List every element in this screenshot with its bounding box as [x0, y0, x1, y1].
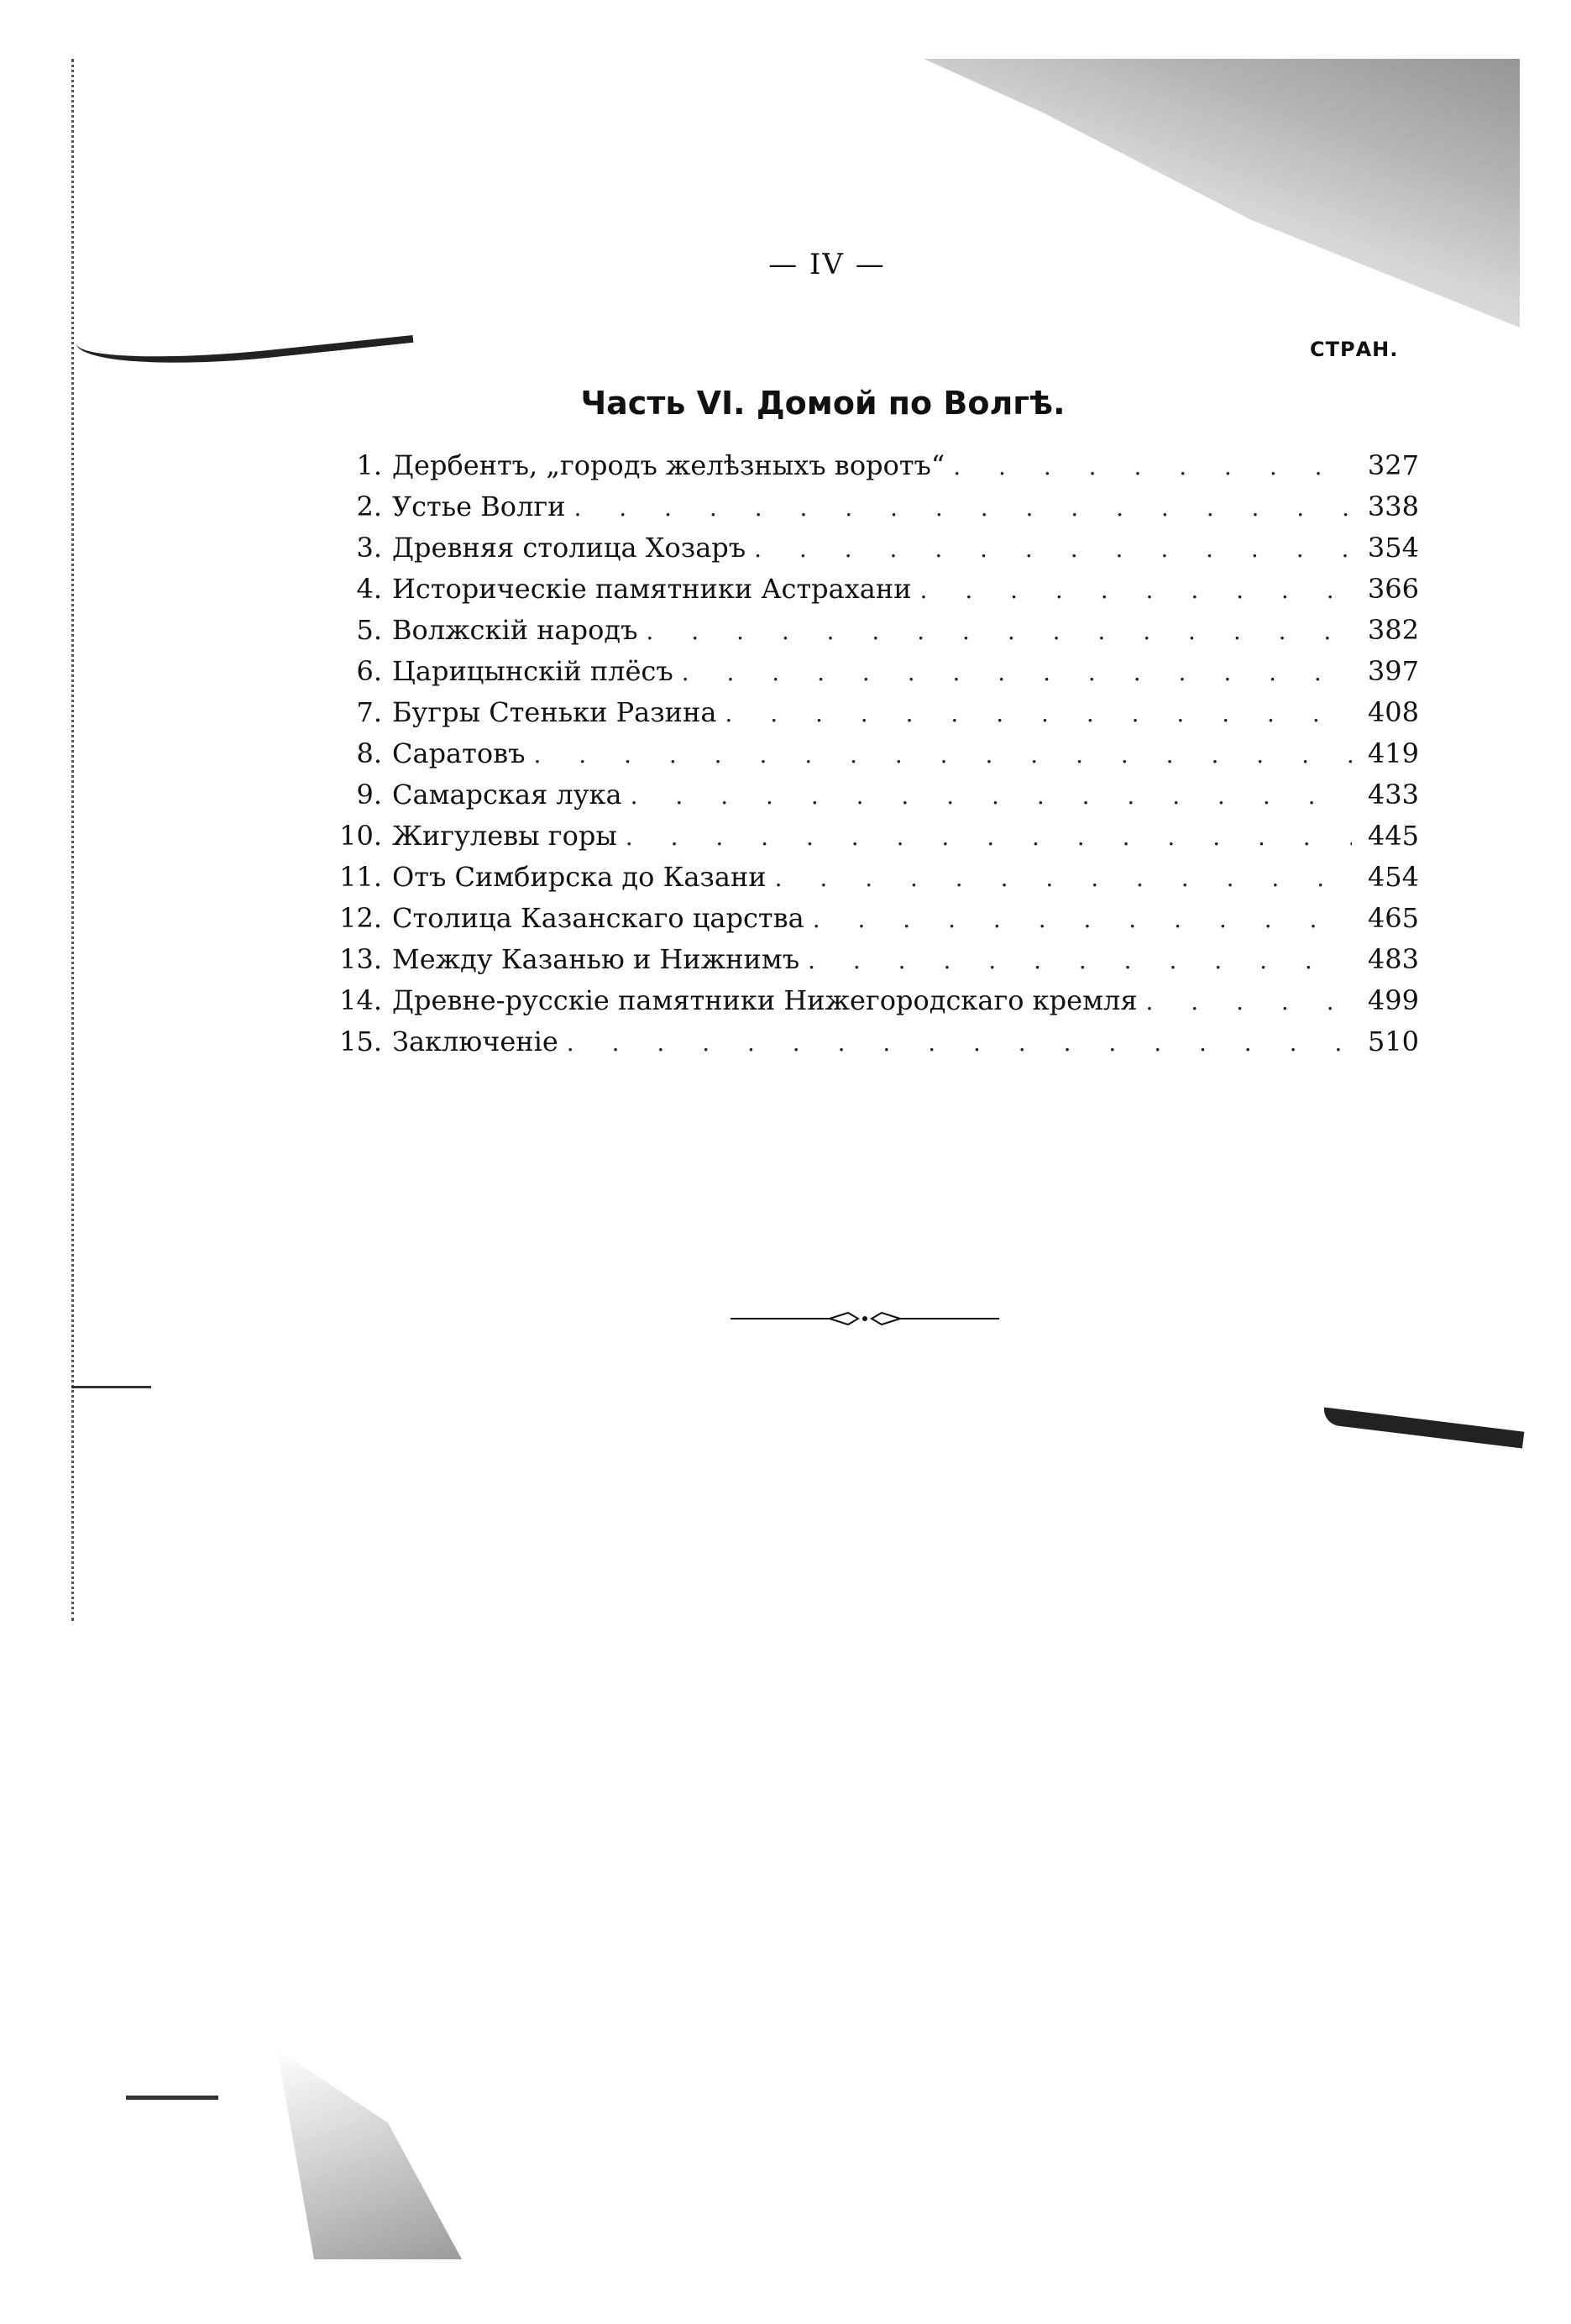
toc-entry-page: 366 — [1367, 573, 1419, 605]
scan-shading-top — [924, 59, 1520, 328]
toc-entry-title: Отъ Симбирска до Казани — [392, 861, 767, 893]
toc-leader-dots — [533, 741, 1352, 769]
toc-entry-title: Волжскій народъ — [392, 614, 638, 646]
toc-entry-number: 6. — [356, 655, 382, 687]
toc-entry — [319, 820, 1419, 861]
toc-entry-title: Столица Казанскаго царства — [392, 902, 804, 934]
ornament-divider — [731, 1306, 999, 1331]
page-number: — IV — — [768, 248, 886, 281]
toc-entry-title: Историческіе памятники Астрахани — [392, 573, 912, 605]
toc-leader-dots — [808, 947, 1352, 974]
toc-entry — [319, 491, 1419, 532]
toc-entry-page: 327 — [1367, 449, 1419, 481]
toc-entry-number: 10. — [339, 820, 382, 852]
toc-entry-title: Древняя столица Хозаръ — [392, 532, 746, 564]
toc-leader-dots — [1146, 988, 1353, 1015]
toc-entry-page: 338 — [1367, 491, 1419, 522]
toc-entry — [319, 737, 1419, 779]
toc-entry-page: 465 — [1367, 902, 1419, 934]
toc-entry — [319, 696, 1419, 737]
toc-entry-page: 419 — [1367, 737, 1419, 769]
toc-entry-page: 454 — [1367, 861, 1419, 893]
toc-entry-title: Дербентъ, „городъ желѣзныхъ воротъ“ — [392, 449, 945, 481]
toc-entry-number: 5. — [356, 614, 382, 646]
toc-entry-page: 483 — [1367, 943, 1419, 975]
toc-entry-number: 3. — [356, 532, 382, 564]
toc-entry — [319, 943, 1419, 984]
section-title: Часть VI. Домой по Волгѣ. — [580, 385, 1066, 422]
toc-entry-page: 408 — [1367, 696, 1419, 728]
toc-entry-number: 11. — [339, 861, 382, 893]
toc-entry-title: Самарская лука — [392, 779, 622, 811]
toc-leader-dots — [631, 782, 1352, 810]
toc-leader-dots — [775, 864, 1352, 892]
toc-entry — [319, 779, 1419, 820]
toc-entry-number: 2. — [356, 491, 382, 522]
toc-entry — [319, 655, 1419, 696]
toc-entry-page: 445 — [1367, 820, 1419, 852]
page-column-label: СТРАН. — [1310, 338, 1399, 361]
toc-entry-number: 8. — [356, 737, 382, 769]
ink-smear-right — [1322, 1407, 1525, 1448]
toc-entry-title: Древне-русскіе памятники Нижегородскаго кремля — [392, 984, 1138, 1016]
ink-smear-left — [73, 285, 413, 377]
scan-shading-bottom — [277, 2049, 462, 2259]
toc-entry-number: 13. — [339, 943, 382, 975]
toc-entry — [319, 614, 1419, 655]
toc-leader-dots — [626, 823, 1352, 851]
toc-leader-dots — [953, 453, 1352, 480]
toc-entry-number: 1. — [356, 449, 382, 481]
toc-entry-title: Устье Волги — [392, 491, 566, 522]
toc-leader-dots — [725, 700, 1352, 727]
toc-entry — [319, 1026, 1419, 1067]
toc-entry-number: 12. — [339, 902, 382, 934]
toc-entry-number: 7. — [356, 696, 382, 728]
toc-entry-page: 510 — [1367, 1026, 1419, 1057]
toc-entry-title: Царицынскій плёсъ — [392, 655, 673, 687]
toc-leader-dots — [646, 617, 1352, 645]
table-of-contents — [319, 449, 1419, 1067]
toc-entry-title: Между Казанью и Нижнимъ — [392, 943, 800, 975]
ink-mark-left — [71, 1386, 151, 1388]
toc-entry-page: 433 — [1367, 779, 1419, 811]
toc-entry — [319, 861, 1419, 902]
toc-entry-page: 499 — [1367, 984, 1419, 1016]
toc-entry-title: Жигулевы горы — [392, 820, 617, 852]
toc-entry-page: 397 — [1367, 655, 1419, 687]
toc-entry — [319, 449, 1419, 491]
toc-entry-title: Бугры Стеньки Разина — [392, 696, 717, 728]
toc-entry-title: Саратовъ — [392, 737, 526, 769]
toc-leader-dots — [682, 658, 1352, 686]
toc-leader-dots — [920, 576, 1352, 604]
toc-entry-number: 4. — [356, 573, 382, 605]
toc-entry — [319, 573, 1419, 614]
toc-entry-number: 15. — [339, 1026, 382, 1057]
toc-entry — [319, 984, 1419, 1026]
toc-leader-dots — [573, 494, 1352, 522]
toc-entry-number: 14. — [339, 984, 382, 1016]
ink-mark-bottom — [126, 2096, 218, 2100]
toc-entry-number: 9. — [356, 779, 382, 811]
toc-entry-page: 382 — [1367, 614, 1419, 646]
toc-leader-dots — [754, 535, 1352, 563]
toc-leader-dots — [567, 1029, 1352, 1057]
toc-entry-page: 354 — [1367, 532, 1419, 564]
toc-entry-title: Заключеніе — [392, 1026, 558, 1057]
toc-entry — [319, 902, 1419, 943]
toc-entry — [319, 532, 1419, 573]
toc-leader-dots — [813, 905, 1352, 933]
